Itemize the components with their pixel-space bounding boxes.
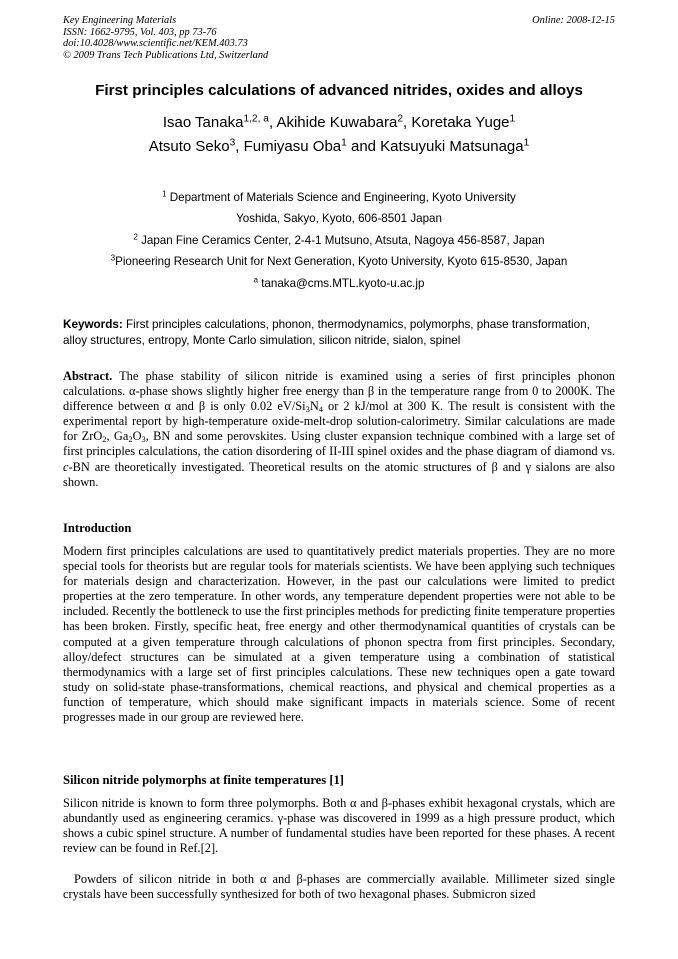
affiliation-3 xyxy=(40,251,638,272)
greek-symbol: α xyxy=(129,384,136,399)
introduction-paragraph: Modern first principles calculations are used to quantitatively predict materials properties. They are no more special tools for theorists but are regular tools for materials scientists. We have been applying such techniques for materials design and characterization. However, in the past our calculations were limited to predict properties at the zero temperature. In other words, any temperature dependent properties were not able to be included. Recently the bottleneck to use the first principles methods for predicting finite temperature properties has been broken. Firstly, specific heat, free energy and other thermodynamical quantities of crystals can be computed at a given temperature through calculations of phonon spectra from first principles. Secondary, alloy/defect structures can be simulated at a given temperature using a combination of statistical thermodynamics with a large set of first principles calculations. These new techniques open a gate toward study on solid-state phase-transformations, chemical reactions, and physical and chemical properties as a function of temperature, which should make significant impacts in materials science. Some of recent progresses made in our group are reviewed here. xyxy=(63,544,615,725)
greek-symbol: γ xyxy=(525,459,531,474)
subscript: 3 xyxy=(141,434,146,445)
abstract-text: , BN and some perovskites. Using cluster expansion technique combined with a large set of first principles calculations, the cation disordering of II-III spinel oxides and the phase diagram of diamond vs. xyxy=(63,429,615,459)
abstract-text: The phase stability of silicon nitride is examined using a series of first principles phonon calculations. xyxy=(63,369,615,399)
subscript: 3 xyxy=(305,404,310,415)
affiliations xyxy=(40,187,638,294)
journal-name: Key Engineering Materials xyxy=(63,15,177,26)
body-text: Silicon nitride is known to form three polymorphs. Both xyxy=(63,796,351,810)
abstract-text: N xyxy=(309,399,319,414)
silicon-paragraph-1 xyxy=(63,796,615,856)
abstract-text: and xyxy=(497,459,526,474)
greek-symbol: α xyxy=(260,872,267,886)
author-name: Atsuto Seko xyxy=(148,138,230,155)
subscript: 4 xyxy=(318,404,323,415)
greek-symbol: γ xyxy=(277,811,284,826)
abstract-text: -BN are theoretically investigated. Theoretical results on the atomic structures of xyxy=(68,459,492,474)
abstract-text: O xyxy=(132,429,142,444)
online-date: Online: 2008-12-15 xyxy=(532,15,615,26)
abstract-label: Abstract. xyxy=(63,369,113,383)
issn-line: ISSN: 1662-9795, Vol. 403, pp 73-76 xyxy=(63,26,217,38)
affil-mark: 1 xyxy=(162,189,167,199)
author-name: , Fumiyasu Oba xyxy=(235,138,342,155)
abstract-text: -phase shows slightly higher free energy than xyxy=(135,384,368,399)
greek-symbol: β xyxy=(367,384,375,399)
author-affil-mark: 1 xyxy=(523,137,530,149)
author-line-1 xyxy=(40,111,638,135)
abstract-text: and xyxy=(170,399,199,414)
author-affil-mark: 1,2, a xyxy=(243,113,269,125)
body-text: -phases are commercially available. Millimeter sized single crystals have been successfully synthesized for both of two hexagonal phases. Submicron sized xyxy=(63,872,615,902)
body-text: and xyxy=(266,872,297,886)
affiliation-1-address: Yoshida, Sakyo, Kyoto, 606-8501 Japan xyxy=(236,212,442,226)
body-text: and xyxy=(356,796,382,810)
greek-symbol: β xyxy=(381,796,388,810)
affil-text: Department of Materials Science and Engineering, Kyoto University xyxy=(166,191,516,204)
greek-symbol: α xyxy=(350,796,357,810)
abstract-text: in the temperature range from 0 to 2000K. The difference between xyxy=(63,384,615,414)
abstract-text: , Ga xyxy=(106,429,129,444)
paper-title: First principles calculations of advanced nitrides, oxides and alloys xyxy=(95,82,583,99)
abstract-text: or 2 kJ/mol at 300 K. The result is consistent with the experimental report by high-temperature oxide-melt-drop solution-calorimetry. Similar calculations are made for ZrO xyxy=(63,399,615,444)
body-text: Powders of silicon nitride in both xyxy=(74,872,261,886)
author-name: Isao Tanaka xyxy=(162,114,244,131)
abstract-text: is only 0.02 eV/Si xyxy=(205,399,306,414)
abstract-text: sialons are also shown. xyxy=(63,459,616,489)
keywords-text: First principles calculations, phonon, thermodynamics, polymorphs, phase transformation, alloy structures, entropy, Monte Carlo simulation, silicon nitride, sialon, spinel xyxy=(63,318,590,347)
affil-mark: 2 xyxy=(133,232,138,242)
keywords-label: Keywords: xyxy=(63,318,123,331)
doi-line: doi:10.4028/www.scientific.net/KEM.403.73 xyxy=(63,38,248,50)
affil-mark: a xyxy=(253,275,258,285)
copyright-line: © 2009 Trans Tech Publications Ltd, Switzerland xyxy=(63,49,269,61)
email xyxy=(40,273,638,294)
section-heading-silicon-nitride: Silicon nitride polymorphs at finite temperatures [1] xyxy=(63,773,345,787)
greek-symbol: α xyxy=(164,399,171,414)
body-text: -phases exhibit hexagonal crystals, which are abundantly used as engineering ceramics. xyxy=(63,796,615,826)
section-heading-introduction: Introduction xyxy=(63,521,132,535)
subscript: 2 xyxy=(128,434,133,445)
silicon-paragraph-2 xyxy=(63,872,615,902)
affiliation-1 xyxy=(40,187,638,208)
body-text: -phase was discovered in 1999 as a high pressure product, which shows a cubic spinel structure. A number of fundamental studies have been reported for these phases. A recent review can be found in Ref.[2]. xyxy=(63,811,615,856)
author-name: , Akihide Kuwabara xyxy=(268,114,398,131)
author-affil-mark: 1 xyxy=(509,113,516,125)
affiliation-2 xyxy=(40,230,638,251)
author-affil-mark: 1 xyxy=(341,137,347,149)
greek-symbol: β xyxy=(198,399,206,414)
abstract-text: c xyxy=(63,459,69,474)
author-affil-mark: 3 xyxy=(229,137,236,149)
affil-text: Pioneering Research Unit for Next Generation, Kyoto University, Kyoto 615-8530, Japan xyxy=(115,255,568,269)
author-line-2 xyxy=(40,135,638,159)
greek-symbol: β xyxy=(491,459,498,474)
keywords xyxy=(63,317,615,348)
author-name: and Katsuyuki Matsunaga xyxy=(350,138,524,155)
journal-header xyxy=(63,15,615,61)
greek-symbol: β xyxy=(296,872,303,886)
author-name: , Koretaka Yuge xyxy=(403,114,510,131)
subscript: 2 xyxy=(102,434,107,445)
author-affil-mark: 2 xyxy=(397,113,404,125)
author-list xyxy=(40,111,638,159)
affil-text: Japan Fine Ceramics Center, 2-4-1 Mutsuno, Atsuta, Nagoya 456-8587, Japan xyxy=(137,233,545,247)
email-address: tanaka@cms.MTL.kyoto-u.ac.jp xyxy=(257,276,425,290)
abstract xyxy=(63,369,615,490)
affil-mark: 3 xyxy=(110,253,116,263)
